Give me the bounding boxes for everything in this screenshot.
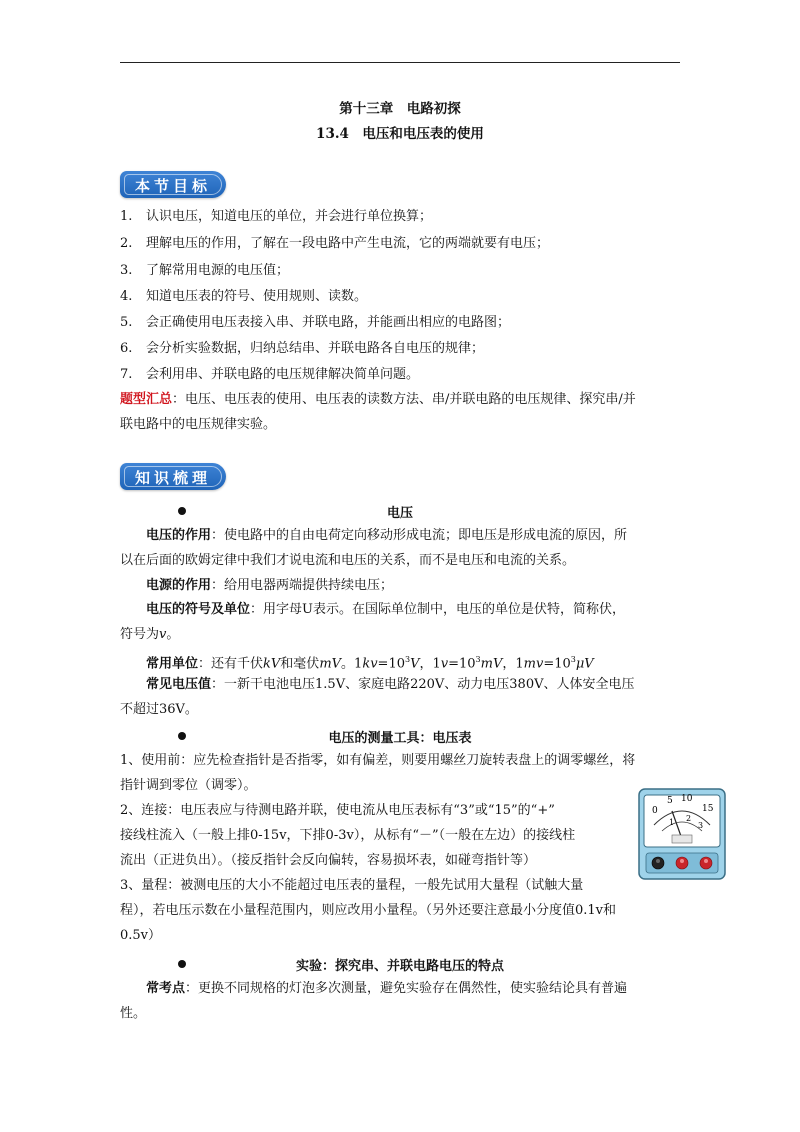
goal-item-5: 5. 会正确使用电压表接入串、并联电路，并能画出相应的电路图； xyxy=(120,315,511,330)
goal-item-3: 3. 了解常用电源的电压值； xyxy=(120,263,290,278)
scale-label: 5 xyxy=(667,796,673,806)
step-connect: 2、连接：电压表应与待测电路并联，使电流从电压表标有“3”或“15”的“+” xyxy=(120,803,555,818)
scale-label: 2 xyxy=(686,814,692,823)
step-before-use-cont: 指针调到零位（调零）。 xyxy=(120,778,257,793)
para-common-units: 常用单位：还有千伏kV和毫伏mV。$1kv=10^3V$，$1v=10^3mV$，$1mv=10^3\mu V$ xyxy=(146,655,594,672)
scale-label: 0 xyxy=(652,806,658,816)
summary-line-1: 题型汇总：电压、电压表的使用、电压表的读数方法、串/并联电路的电压规律、探究串/并 xyxy=(120,392,636,407)
needle-base xyxy=(672,835,692,843)
voltmeter-illustration xyxy=(636,781,732,885)
para-voltage-role-cont: 以在后面的欧姆定律中我们才说电流和电压的关系，而不是电压和电流的关系。 xyxy=(120,553,576,568)
step-before-use: 1、使用前：应先检查指针是否指零，如有偏差，则要用螺丝刀旋转表盘上的调零螺丝，将 xyxy=(120,753,636,768)
para-common-values-cont: 不超过36V。 xyxy=(120,702,198,717)
step-range-cont-2: 0.5v） xyxy=(120,928,162,943)
summary-label: 题型汇总 xyxy=(120,392,173,407)
scale-label: 1 xyxy=(669,818,675,827)
para-symbol-unit-cont: 符号为v。 xyxy=(120,627,180,642)
para-symbol-unit: 电压的符号及单位：用字母U表示。在国际单位制中，电压的单位是伏特，简称伏， xyxy=(146,602,625,617)
goal-item-7: 7. 会利用串、并联电路的电压规律解决简单问题。 xyxy=(120,367,420,382)
goal-item-4: 4. 知道电压表的符号、使用规则、读数。 xyxy=(120,289,368,304)
goal-item-6: 6. 会分析实验数据，归纳总结串、并联电路各自电压的规律； xyxy=(120,341,485,356)
chapter-title: 第十三章 电路初探 xyxy=(339,101,461,117)
knowledge-banner-label: 知识梳理 xyxy=(134,469,211,487)
goals-banner xyxy=(120,171,226,198)
knowledge-banner xyxy=(120,463,226,490)
para-key-point-cont: 性。 xyxy=(120,1006,147,1021)
step-range-cont-1: 程），若电压示数在小量程范围内，则应改用小量程。（另外还要注意最小分度值0.1v和 xyxy=(120,903,617,918)
goal-item-2: 2. 理解电压的作用，了解在一段电路中产生电流，它的两端就要有电压； xyxy=(120,236,550,251)
para-common-values: 常见电压值：一新干电池电压1.5V、家庭电路220V、动力电压380V、人体安全电压 xyxy=(146,677,635,692)
step-connect-cont-1: 接线柱流入（一般上排0-15v，下排0-3v），从标有“－”（一般在左边）的接线柱 xyxy=(120,828,576,843)
section-title: 13.4 电压和电压表的使用 xyxy=(316,126,484,142)
terminal-shine xyxy=(680,859,684,863)
top-rule xyxy=(120,62,680,63)
scale-label: 10 xyxy=(681,794,693,804)
scale-label: 15 xyxy=(702,804,714,814)
terminal-shine xyxy=(656,859,660,863)
goal-item-1: 1. 认识电压，知道电压的单位，并会进行单位换算； xyxy=(120,209,433,224)
goals-banner-label: 本节目标 xyxy=(134,177,211,195)
summary-line-2: 联电路中的电压规律实验。 xyxy=(120,417,277,432)
para-voltage-role: 电压的作用：使电路中的自由电荷定向移动形成电流；即电压是形成电流的原因，所 xyxy=(146,528,628,543)
terminal-shine xyxy=(704,859,708,863)
step-connect-cont-2: 流出（正进负出）。（接反指针会反向偏转，容易损坏表，如碰弯指针等） xyxy=(120,853,537,868)
step-range: 3、量程：被测电压的大小不能超过电压表的量程，一般先试用大量程（试触大量 xyxy=(120,878,584,893)
para-source-role: 电源的作用：给用电器两端提供持续电压； xyxy=(146,578,394,593)
scale-label: 3 xyxy=(698,821,704,830)
para-key-point: 常考点：更换不同规格的灯泡多次测量，避免实验存在偶然性，使实验结论具有普遍 xyxy=(146,981,628,996)
